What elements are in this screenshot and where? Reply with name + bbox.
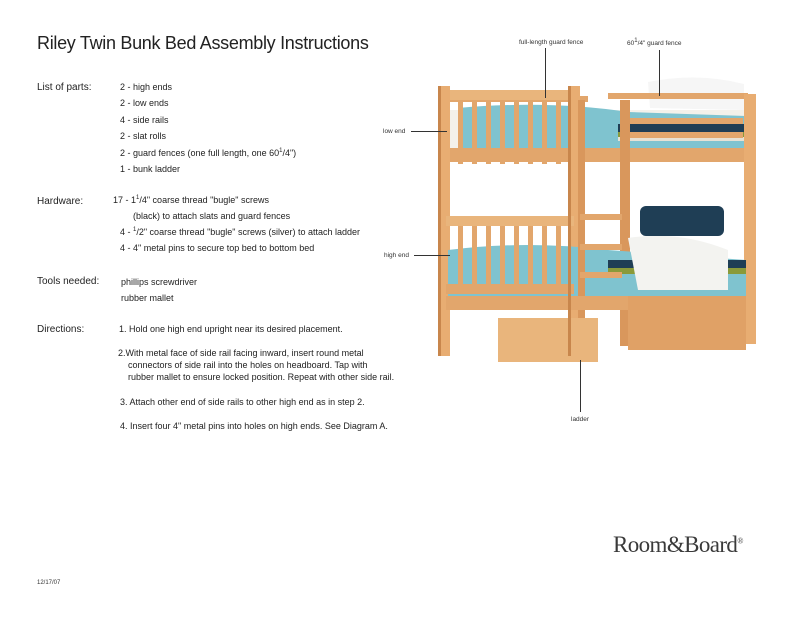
callout-text: 60 <box>627 40 635 47</box>
direction-step-2-line: connectors of side rail into the holes on headboard. Tap with <box>128 360 368 370</box>
parts-item-text: 2 - guard fences (one full length, one 60 <box>120 147 280 158</box>
lower-pillow <box>640 206 724 236</box>
room-and-board-logo <box>613 532 743 558</box>
fraction-numerator: 1 <box>136 195 140 201</box>
direction-step-2-line: rubber mallet to ensure locked position. Repeat with other side rail. <box>128 372 395 382</box>
callout-line <box>545 48 546 98</box>
directions-label: Directions: <box>37 324 85 335</box>
callout-high-end: high end <box>384 252 409 259</box>
hardware-line-1 <box>113 194 269 206</box>
parts-item-guard-fences <box>120 147 296 163</box>
hardware-text: /2" coarse thread "bugle" screws (silver) to attach ladder <box>136 227 361 237</box>
hardware-line-2: (black) to attach slats and guard fences <box>133 211 291 221</box>
callout-line <box>411 131 447 132</box>
callout-line <box>580 360 581 412</box>
parts-item: 4 - side rails <box>120 114 169 125</box>
bunk-bed-illustration <box>428 60 770 380</box>
drawer <box>498 318 598 362</box>
hardware-text: 4 - <box>120 227 134 237</box>
hardware-line-3 <box>120 226 360 238</box>
parts-item: 2 - slat rolls <box>120 131 167 142</box>
fraction-numerator: 1 <box>133 227 137 233</box>
direction-step-4: 4. Insert four 4" metal pins into holes on high ends. See Diagram A. <box>120 421 388 431</box>
direction-step-2-line: 2.With metal face of side rail facing inward, insert round metal <box>118 348 364 358</box>
parts-list <box>120 81 296 179</box>
logo-text: Room&Board <box>613 532 738 557</box>
tools-label: Tools needed: <box>37 276 100 287</box>
tools-item: phillips screwdriver <box>121 277 198 287</box>
footer-date: 12/17/07 <box>37 580 61 586</box>
callout-full-fence: full-length guard fence <box>519 39 584 46</box>
parts-item: 2 - low ends <box>120 98 169 109</box>
callout-line <box>414 255 450 256</box>
page-title: Riley Twin Bunk Bed Assembly Instructions <box>37 33 369 53</box>
parts-item: 2 - high ends <box>120 82 173 92</box>
upper-side-rail <box>446 148 746 162</box>
parts-label: List of parts: <box>37 82 92 93</box>
callout-text: /4" guard fence <box>637 40 682 47</box>
direction-step-3: 3. Attach other end of side rails to other high end as in step 2. <box>120 397 365 407</box>
callout-short-fence <box>627 37 682 47</box>
callout-ladder: ladder <box>571 416 590 423</box>
direction-step-1: 1. Hold one high end upright near its desired placement. <box>119 324 343 334</box>
hardware-line-4: 4 - 4" metal pins to secure top bed to bottom bed <box>120 243 315 253</box>
callout-line <box>659 50 660 96</box>
hardware-text: 17 - 1 <box>113 195 137 205</box>
fraction-numerator: 1 <box>634 37 638 44</box>
tools-item: rubber mallet <box>121 293 174 303</box>
registered-mark: ® <box>737 536 743 546</box>
parts-item: 1 - bunk ladder <box>120 163 181 174</box>
hardware-text: /4" coarse thread "bugle" screws <box>139 195 270 205</box>
fraction-denominator: /4") <box>282 147 297 158</box>
hardware-label: Hardware: <box>37 196 84 207</box>
fraction-numerator: 1 <box>279 147 283 154</box>
callout-low-end: low end <box>383 128 406 135</box>
